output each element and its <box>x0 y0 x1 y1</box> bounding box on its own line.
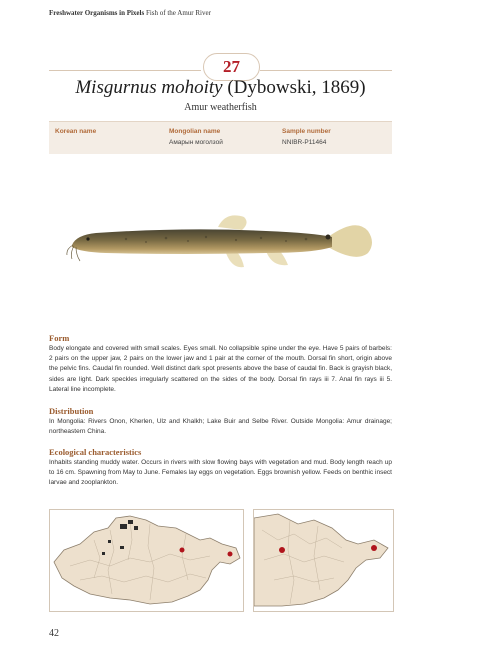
caudal-spot <box>326 235 331 240</box>
detail-outline <box>254 514 388 606</box>
sample-number-label: Sample number <box>282 128 331 135</box>
distribution-text: In Mongolia: Rivers Onon, Kherlen, Ulz and Khalkh; Lake Buir and Selbe River. Outside Mongolia: Amur drainage; northeastern China. <box>49 418 392 436</box>
distribution-map-mongolia <box>49 509 244 612</box>
record-dot <box>228 552 233 557</box>
info-box <box>49 121 392 154</box>
title-rule-right <box>260 70 392 71</box>
running-head <box>49 9 211 17</box>
fish-photo <box>66 213 376 273</box>
distribution-map-detail <box>253 509 394 612</box>
sample-number-cell <box>282 126 331 148</box>
mongolian-name-label: Mongolian name <box>169 128 221 135</box>
fish-eye <box>86 237 89 240</box>
ecology-heading: Ecological characteristics <box>49 447 142 457</box>
page-number: 42 <box>49 628 59 639</box>
form-text: Body elongate and covered with small scales. Eyes small. No collapsible spine under the eye. Have 5 pairs of barbels: 2 pairs on the upper jaw, 2 pairs on the lower jaw and 1 pair at the corner of the mouth. Dorsal fin short, origin above the pelvic fins. Caudal fin rounded. Well distinct dark spot presents above the base of caudal fin. Back is grayish black, sides are light. Dark speckles irregularly scattered on the sides of the body. Dorsal fin rays iii 7. Anal fin rays iii 5. Lateral line incomplete. <box>49 345 392 393</box>
fish-body <box>72 229 332 254</box>
korean-name-label: Korean name <box>55 128 97 135</box>
mongolian-name-value: Амарын моголзой <box>169 139 223 146</box>
scientific-name <box>0 77 441 99</box>
book-title: Fish of the Amur River <box>145 9 211 17</box>
title-rule-left <box>49 70 201 71</box>
species-authority: (Dybowski, 1869) <box>227 77 366 98</box>
record-dot <box>180 548 185 553</box>
caudal-fin <box>328 225 372 257</box>
record-dot <box>371 545 377 551</box>
dorsal-fin <box>218 215 247 230</box>
species-number-badge: 27 <box>203 53 260 81</box>
form-heading: Form <box>49 333 70 343</box>
mongolia-outline <box>54 516 240 604</box>
series-title: Freshwater Organisms in Pixels <box>49 9 145 17</box>
ecology-text: Inhabits standing muddy water. Occurs in rivers with slow flowing bays with vegetation and mud. Body length reach up to 16 cm. Spawning from May to June. Females lay eggs on vegetation. Eggs brownish yellow. Feeds on benthic insect larvae and zooplankton. <box>49 459 392 487</box>
mongolian-name-cell <box>169 126 223 148</box>
sample-number-value: NNIBR-P11464 <box>282 139 327 146</box>
record-dot <box>279 547 285 553</box>
common-name: Amur weatherfish <box>184 102 257 113</box>
distribution-heading: Distribution <box>49 406 94 416</box>
mongolia-map-graphic <box>50 510 243 611</box>
korean-name-cell <box>55 126 96 137</box>
genus-species: Misgurnus mohoity <box>75 77 223 98</box>
detail-map-graphic <box>254 510 393 611</box>
